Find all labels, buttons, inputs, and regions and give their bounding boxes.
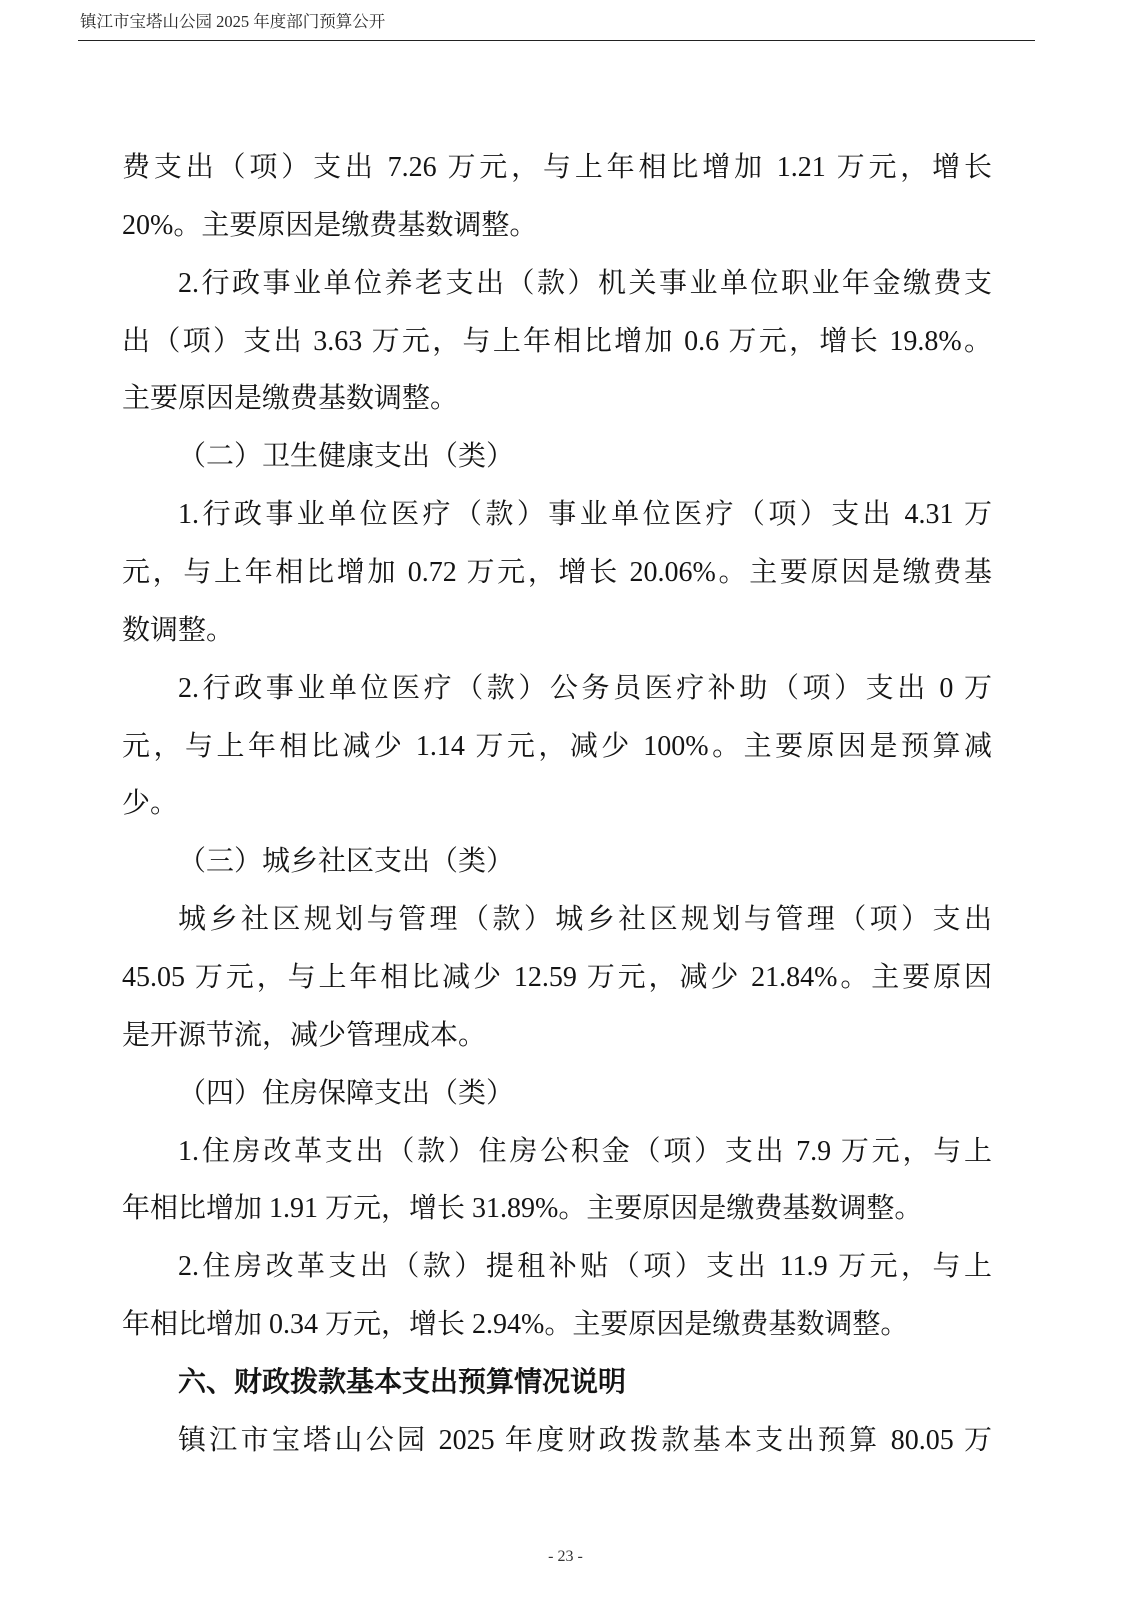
subheading-text: （三）城乡社区支出（类） [178, 846, 515, 878]
subheading-text: （四）住房保障支出（类） [178, 1077, 515, 1109]
text-line: 2.行政事业单位医疗（款）公务员医疗补助（项）支出 0 万 [178, 672, 992, 704]
subheading-health [122, 428, 992, 486]
subheading-text: （二）卫生健康支出（类） [178, 441, 515, 473]
paragraph-occupational-annuity [122, 255, 992, 429]
text-line: 是开源节流，减少管理成本。 [122, 1019, 487, 1051]
subheading-community [122, 833, 992, 891]
text-line: 费支出（项）支出 7.26 万元，与上年相比增加 1.21 万元，增长 [122, 152, 992, 183]
section-heading-text: 六、财政拨款基本支出预算情况说明 [178, 1367, 627, 1399]
running-header: 镇江市宝塔山公园 2025 年度部门预算公开 [80, 12, 386, 31]
text-line: 2.行政事业单位养老支出（款）机关事业单位职业年金缴费支 [178, 267, 992, 299]
paragraph-pension-continued [122, 139, 992, 255]
text-line: 20%。主要原因是缴费基数调整。 [122, 209, 538, 241]
text-line: 城乡社区规划与管理（款）城乡社区规划与管理（项）支出 [178, 904, 992, 936]
text-line: 镇江市宝塔山公园 2025 年度财政拨款基本支出预算 80.05 万 [178, 1424, 992, 1456]
section-heading-basic-expenditure [122, 1354, 992, 1412]
text-line: 年相比增加 1.91 万元，增长 31.89%。主要原因是缴费基数调整。 [122, 1193, 923, 1225]
text-line: 数调整。 [122, 614, 235, 646]
subheading-housing [122, 1065, 992, 1123]
text-line: 少。 [122, 788, 179, 820]
paragraph-community-planning [122, 891, 992, 1065]
text-line: 年相比增加 0.34 万元，增长 2.94%。主要原因是缴费基数调整。 [122, 1309, 909, 1341]
paragraph-basic-expenditure [122, 1412, 992, 1470]
text-line: 元，与上年相比减少 1.14 万元，减少 100%。主要原因是预算减 [122, 730, 992, 762]
text-line: 1.住房改革支出（款）住房公积金（项）支出 7.9 万元，与上 [178, 1135, 992, 1167]
paragraph-civil-servant-medical [122, 660, 992, 834]
page-number: - 23 - [548, 1548, 583, 1565]
paragraph-institution-medical [122, 486, 992, 660]
document-body [122, 139, 992, 1470]
paragraph-housing-fund [122, 1123, 992, 1239]
text-line: 出（项）支出 3.63 万元，与上年相比增加 0.6 万元，增长 19.8%。 [122, 325, 992, 357]
text-line: 1.行政事业单位医疗（款）事业单位医疗（项）支出 4.31 万 [178, 499, 992, 531]
text-line: 45.05 万元，与上年相比减少 12.59 万元，减少 21.84%。主要原因 [122, 962, 992, 994]
header-divider [78, 40, 1035, 41]
text-line: 元，与上年相比增加 0.72 万元，增长 20.06%。主要原因是缴费基 [122, 557, 992, 589]
paragraph-rent-subsidy [122, 1238, 992, 1354]
text-line: 2.住房改革支出（款）提租补贴（项）支出 11.9 万元，与上 [178, 1251, 992, 1283]
text-line: 主要原因是缴费基数调整。 [122, 383, 459, 415]
